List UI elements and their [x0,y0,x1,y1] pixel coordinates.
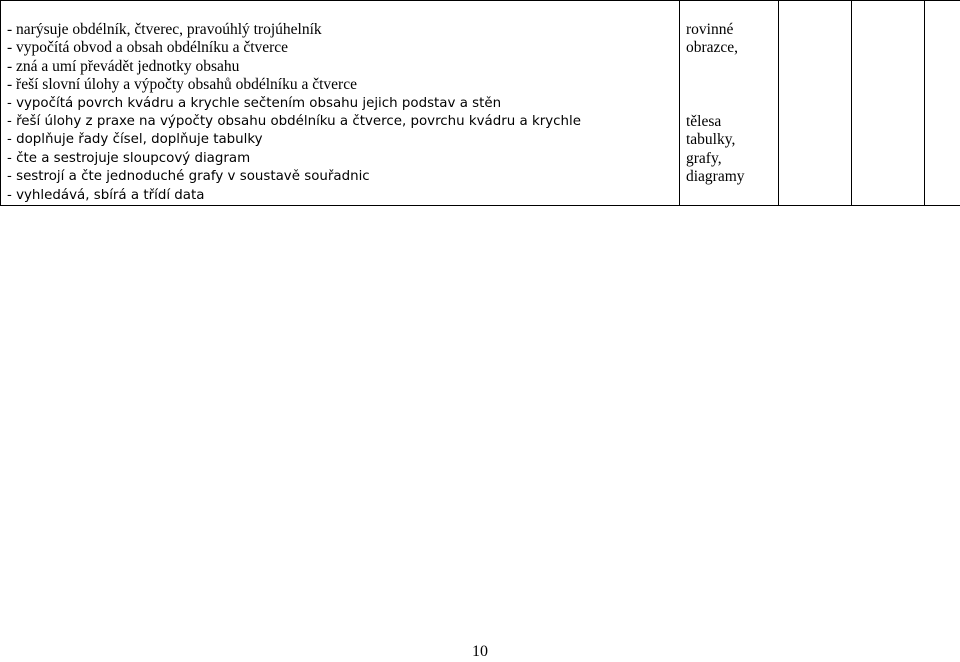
outputs-list [1,1,679,205]
empty-cell [852,1,925,206]
topic-line: tělesa [686,113,778,131]
list-item: - vypočítá obvod a obsah obdélníku a čtverce [7,39,679,57]
spacer [686,95,778,113]
empty-cell [779,1,852,206]
list-item: - čte a sestrojuje sloupcový diagram [7,150,679,168]
list-item: - řeší úlohy z praxe na výpočty obsahu obdélníku a čtverce, povrchu kvádru a krychle [7,113,679,131]
topic-line: grafy, [686,150,778,168]
list-item: - vypočítá povrch kvádru a krychle sečtením obsahu jejich podstav a stěn [7,95,679,113]
topics-cell [680,1,779,206]
list-item: - narýsuje obdélník, čtverec, pravoúhlý trojúhelník [7,21,679,39]
curriculum-table [0,0,960,206]
topic-line: obrazce, [686,39,778,57]
table-row [1,1,960,206]
page-number: 10 [0,642,960,662]
expected-outputs-cell [1,1,680,206]
list-item: - zná a umí převádět jednotky obsahu [7,58,679,76]
list-item: - sestrojí a čte jednoduché grafy v soustavě souřadnic [7,168,679,186]
list-item: - doplňuje řady čísel, doplňuje tabulky [7,131,679,149]
topics-list [680,1,778,187]
topic-line: rovinné [686,21,778,39]
spacer [686,76,778,94]
topic-line: diagramy [686,168,778,186]
spacer [686,58,778,76]
topic-line: tabulky, [686,131,778,149]
list-item: - vyhledává, sbírá a třídí data [7,187,679,205]
empty-cell [925,1,960,206]
list-item: - řeší slovní úlohy a výpočty obsahů obdélníku a čtverce [7,76,679,94]
